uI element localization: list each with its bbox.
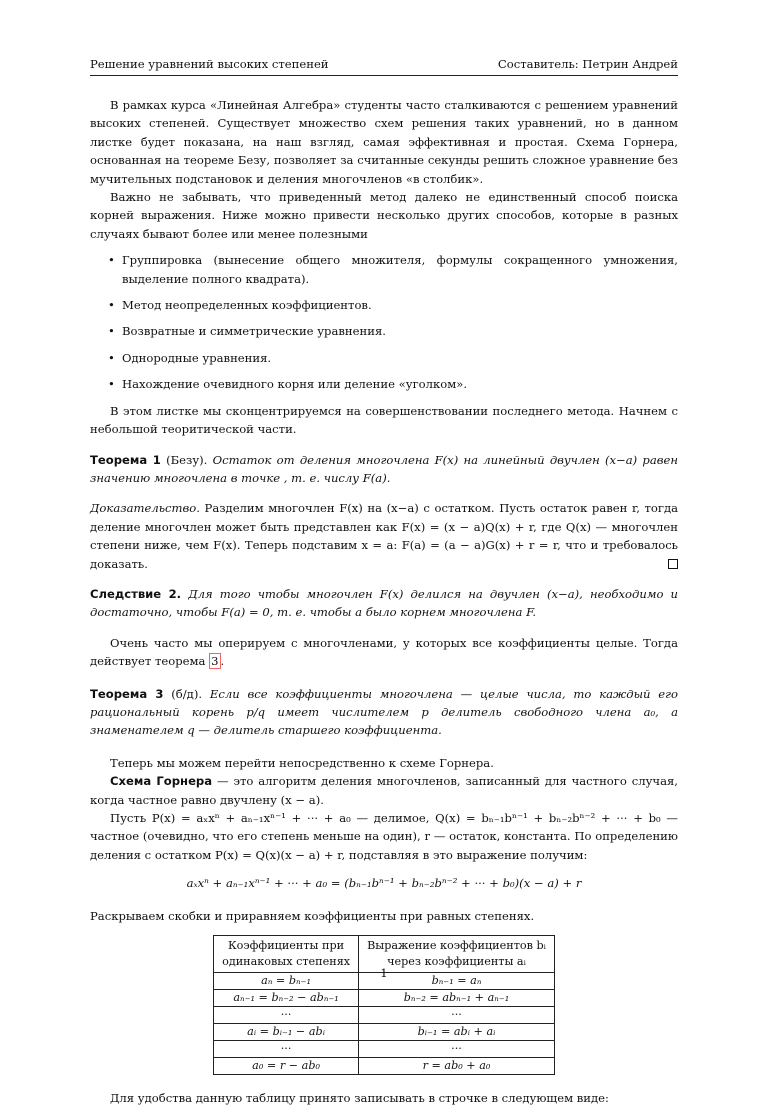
intro-paragraph-1: В рамках курса «Линейная Алгебра» студенты часто сталкиваются с решением уравнений высоких степеней. Существует множество схем решения таких уравнений, но в данном листке будет показана, на наш взгляд, самая эффективная и простая. Схема Горнера, основанная на теореме Безу, позволяет за считанные секунды решить сложное уравнение без мучительных подстановок и деления многочленов «в столбик». — [90, 98, 678, 186]
theorem-3-link[interactable]: 3 — [211, 654, 219, 669]
theorem-1-text: Остаток от деления многочлена F(x) на линейный двучлен (x−a) равен значению многочлена в точке , т. е. числу F(a). — [90, 452, 678, 485]
table-cell: ··· — [359, 1041, 555, 1058]
paragraph-transition: Теперь мы можем перейти непосредственно к схеме Горнера. — [110, 755, 494, 770]
proof-text: Разделим многочлен F(x) на (x−a) с остатком. Пусть остаток равен r, тогда деление многочлен может быть представлен как F(x) = (x − a)Q(x) + r, где Q(x) — многочлен степени ниже, чем F(x). Теперь подставим x = a: F(a) = (a − a)G(x) + r = r, что и требовалось доказать. — [90, 501, 678, 571]
proof — [90, 499, 678, 573]
table-cell: bₙ₋₂ = abₙ₋₁ + aₙ₋₁ — [359, 990, 555, 1007]
paragraph-division: Пусть P(x) = aₓxⁿ + aₙ₋₁xⁿ⁻¹ + ··· + a₀ — делимое, Q(x) = bₙ₋₁bⁿ⁻¹ + bₙ₋₂bⁿ⁻² + ··· + b₀ — частное (очевидно, что его степень меньше на один), r — остаток, константа. По определению деления с остатком P(x) = Q(x)(x − a) + r, подставляя в это выражение получим: — [90, 811, 678, 862]
bullet-icon: • — [108, 350, 115, 365]
horner-text: — это алгоритм деления многочленов, записанный для частного случая, когда частное равно двучлену (x − a). — [90, 774, 678, 807]
qed-icon — [668, 555, 678, 574]
corollary-2 — [90, 585, 678, 622]
proof-label: Доказательство. — [90, 501, 200, 516]
table-header-cell: Выражение коэффициентов bᵢ через коэффициенты aᵢ — [359, 936, 555, 973]
table-cell: a₀ = r − ab₀ — [214, 1058, 359, 1075]
theorem-3 — [90, 685, 678, 740]
table-cell: aₙ = bₙ₋₁ — [214, 973, 359, 990]
main-equation: aₓxⁿ + aₙ₋₁xⁿ⁻¹ + ··· + a₀ = (bₙ₋₁bⁿ⁻¹ + bₙ₋₂bⁿ⁻² + ··· + b₀)(x − a) + r — [186, 876, 582, 891]
running-header — [90, 57, 678, 76]
bullet-icon: • — [108, 324, 115, 339]
paragraph-focus: В этом листке мы сконцентрируемся на совершенствовании последнего метода. Начнем с небольшой теоритической части. — [90, 403, 678, 437]
bullet-icon: • — [108, 253, 115, 268]
list-item: • Группировка (вынесение общего множителя, формулы сокращенного умножения, выделение полного квадрата). — [108, 253, 678, 286]
horner-label: Схема Горнера — [110, 774, 213, 789]
methods-list — [90, 251, 678, 393]
paragraph-compare: Раскрываем скобки и приравняем коэффициенты при равных степенях. — [90, 908, 535, 923]
body-text — [90, 96, 678, 1107]
theorem-3-label: Теорема 3 — [90, 686, 164, 701]
list-item: • Возвратные и симметрические уравнения. — [122, 322, 678, 340]
intro-paragraph-2: Важно не забывать, что приведенный метод далеко не единственный способ поиска корней выражения. Ниже можно привести несколько других способов, которые в разных случаях бывают более или менее полезными — [90, 190, 678, 241]
bullet-icon: • — [108, 377, 115, 392]
table-row — [214, 990, 555, 1007]
list-item: • Однородные уравнения. — [122, 349, 678, 367]
table-row — [214, 1007, 555, 1024]
page-number: 1 — [380, 966, 388, 980]
table-header-cell: Коэффициенты при одинаковых степенях — [214, 936, 359, 973]
table-cell: aₙ₋₁ = bₙ₋₂ − abₙ₋₁ — [214, 990, 359, 1007]
theorem-3-text: Если все коэффициенты многочлена — целые числа, то каждый его рациональный корень p/q имеет числителем p делитель свободного члена a₀, а знаменателем q — делитель старшего коэффициента. — [90, 686, 679, 738]
header-title: Решение уравнений высоких степеней — [90, 57, 329, 71]
table-cell: r = ab₀ + a₀ — [359, 1058, 555, 1075]
theorem-1 — [90, 451, 678, 488]
table-cell: ··· — [214, 1041, 359, 1058]
bullet-icon: • — [108, 298, 115, 313]
list-item: • Метод неопределенных коэффициентов. — [122, 296, 678, 314]
corollary-label: Следствие 2. — [90, 586, 182, 601]
table-cell: ··· — [359, 1007, 555, 1024]
header-author: Составитель: Петрин Андрей — [497, 57, 678, 71]
table-cell: aᵢ = bᵢ₋₁ − abᵢ — [214, 1024, 359, 1041]
table-row — [214, 1024, 555, 1041]
table-row — [214, 1041, 555, 1058]
theorem-3-note: (б/д). — [171, 686, 203, 701]
table-cell: ··· — [214, 1007, 359, 1024]
table-cell: bᵢ₋₁ = abᵢ + aᵢ — [359, 1024, 555, 1041]
corollary-text: Для того чтобы многочлен F(x) делился на двучлен (x−a), необходимо и достаточно, чтобы F(a) = 0, т. е. чтобы a было корнем многочлена F. — [90, 586, 679, 620]
horner-definition — [90, 772, 678, 809]
table-cell: bₙ₋₁ = aₙ — [359, 973, 555, 990]
theorem-1-label: Теорема 1 — [90, 452, 161, 467]
coefficients-table — [213, 935, 555, 1075]
paragraph-closing: Для удобства данную таблицу принято записывать в строчке в следующем виде: — [110, 1091, 609, 1106]
table-row — [214, 1058, 555, 1075]
list-item: • Нахождение очевидного корня или деление «уголком». — [122, 375, 678, 393]
paragraph-integer-coeffs: Очень часто мы оперируем с многочленами, у которых все коэффициенты целые. Тогда действует теорема 3 . — [90, 635, 678, 669]
theorem-1-note: (Безу). — [166, 452, 208, 467]
